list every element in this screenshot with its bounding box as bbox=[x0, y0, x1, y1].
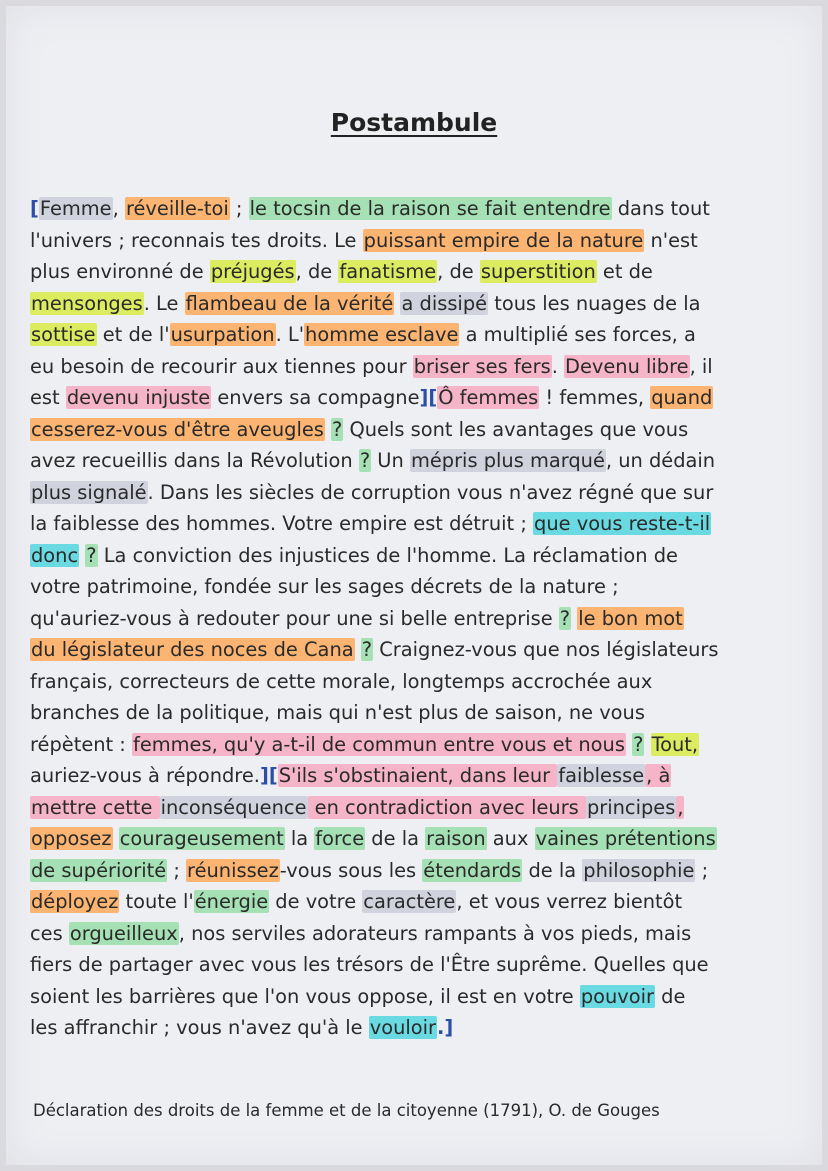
text-line bbox=[30, 855, 806, 887]
highlighted-text: quand bbox=[651, 386, 713, 409]
text-segment: plus environné de bbox=[30, 260, 210, 283]
text-line bbox=[30, 823, 806, 855]
highlighted-text: plus signalé bbox=[31, 480, 147, 504]
text-segment bbox=[113, 827, 119, 850]
text-line bbox=[30, 571, 806, 603]
highlighted-text: a dissipé bbox=[401, 291, 488, 315]
highlighted-text: femmes, qu'y a-t-il de commun entre vous et nous bbox=[133, 732, 625, 756]
text-segment: et de l' bbox=[96, 323, 170, 346]
highlighted-text: sottise bbox=[31, 323, 96, 346]
highlighted-text: orgueilleux bbox=[69, 921, 178, 945]
text-segment: auriez-vous à répondre. bbox=[30, 764, 260, 787]
text-line bbox=[30, 477, 806, 509]
highlighted-text: , à bbox=[646, 764, 671, 787]
highlighted-text: le bon mot bbox=[578, 606, 683, 630]
text-segment: eu besoin de recourir aux tiennes pour bbox=[30, 354, 413, 378]
text-line bbox=[30, 382, 806, 414]
highlighted-text: opposez bbox=[31, 827, 112, 850]
text-line bbox=[30, 288, 806, 320]
text-segment: qu'auriez-vous à redouter pour une si belle entreprise bbox=[30, 606, 559, 630]
highlighted-text: puissant empire de la nature bbox=[363, 228, 644, 252]
highlighted-text: Devenu libre bbox=[565, 354, 689, 378]
highlighted-text: homme esclave bbox=[305, 323, 459, 346]
highlighted-text: devenu injuste bbox=[66, 386, 211, 409]
text-line bbox=[30, 729, 806, 761]
source-citation: Déclaration des droits de la femme et de la citoyenne (1791), O. de Gouges bbox=[33, 1101, 660, 1120]
highlighted-text: cesserez-vous d'être aveugles bbox=[31, 417, 324, 441]
highlighted-text: du législateur des noces de Cana bbox=[31, 638, 354, 661]
highlighted-text: donc bbox=[31, 543, 79, 567]
text-segment: ; bbox=[229, 197, 249, 220]
highlighted-text: fanatisme bbox=[339, 260, 437, 283]
text-segment: de la bbox=[522, 858, 583, 882]
highlighted-text: flambeau de la vérité bbox=[185, 291, 394, 315]
text-segment: ! femmes, bbox=[539, 386, 651, 409]
highlighted-text: philosophie bbox=[583, 858, 695, 882]
text-line bbox=[30, 540, 806, 572]
text-line bbox=[30, 351, 806, 383]
text-segment: votre patrimoine, fondée sur les sages décrets de la nature ; bbox=[30, 575, 619, 598]
text-line bbox=[30, 760, 806, 792]
highlighted-text: Tout, bbox=[651, 732, 699, 756]
highlighted-text: , bbox=[677, 795, 684, 819]
highlighted-text: mensonges bbox=[31, 291, 143, 315]
bracket-mark: .] bbox=[437, 1016, 454, 1039]
text-segment: Quels sont les avantages que vous bbox=[343, 417, 689, 441]
highlighted-text: réunissez bbox=[187, 858, 279, 882]
highlighted-text: énergie bbox=[194, 890, 269, 913]
highlighted-text: ? bbox=[359, 449, 371, 472]
text-segment: les affranchir ; vous n'avez qu'à le bbox=[30, 1016, 369, 1039]
text-segment: La conviction des injustices de l'homme. La réclamation de bbox=[97, 543, 678, 567]
text-segment: de la bbox=[365, 827, 426, 850]
text-segment: ces bbox=[30, 921, 69, 945]
text-segment: de votre bbox=[269, 890, 363, 913]
highlighted-text: inconséquence bbox=[160, 795, 307, 819]
text-line bbox=[30, 697, 806, 729]
text-segment: Craignez-vous que nos législateurs bbox=[373, 638, 719, 661]
highlighted-text: caractère bbox=[363, 890, 456, 913]
text-line bbox=[30, 193, 806, 225]
text-line bbox=[30, 666, 806, 698]
highlighted-text: réveille-toi bbox=[125, 197, 229, 220]
highlighted-text: superstition bbox=[480, 260, 596, 283]
text-segment: ; bbox=[167, 858, 187, 882]
text-segment: la faiblesse des hommes. Votre empire est détruit ; bbox=[30, 512, 534, 535]
text-line bbox=[30, 508, 806, 540]
highlighted-text: déployez bbox=[31, 890, 119, 913]
text-segment: avez recueillis dans la Révolution bbox=[30, 449, 359, 472]
highlighted-text: usurpation bbox=[170, 323, 275, 346]
text-segment: , de bbox=[437, 260, 480, 283]
text-segment: , de bbox=[295, 260, 339, 283]
text-segment: , bbox=[112, 197, 125, 220]
highlighted-text: préjugés bbox=[210, 260, 295, 283]
highlighted-text: ? bbox=[559, 606, 571, 630]
highlighted-text: le tocsin de la raison se fait entendre bbox=[249, 197, 611, 220]
text-line bbox=[30, 1012, 806, 1044]
text-line bbox=[30, 256, 806, 288]
text-segment: toute l' bbox=[119, 890, 194, 913]
bracket-mark: ][ bbox=[259, 764, 278, 787]
highlighted-text: vaines prétentions bbox=[535, 827, 716, 850]
text-segment: . Le bbox=[143, 291, 185, 315]
text-segment bbox=[644, 733, 650, 756]
highlighted-text: ? bbox=[86, 543, 97, 567]
text-segment bbox=[355, 638, 361, 661]
text-segment: , et vous verrez bientôt bbox=[456, 890, 683, 913]
text-line bbox=[30, 414, 806, 446]
document-title: Postambule bbox=[330, 108, 498, 137]
text-line bbox=[30, 981, 806, 1013]
text-segment: français, correcteurs de cette morale, longtemps accrochée aux bbox=[30, 669, 653, 693]
highlighted-text: principes bbox=[586, 795, 676, 819]
highlighted-text: mettre cette bbox=[31, 795, 159, 819]
text-segment: . L' bbox=[275, 323, 305, 346]
text-line bbox=[30, 918, 806, 950]
text-line bbox=[30, 886, 806, 918]
text-segment: la bbox=[284, 827, 315, 850]
highlighted-text: ? bbox=[332, 417, 343, 441]
text-segment: . Dans les siècles de corruption vous n'avez régné que sur bbox=[147, 480, 714, 504]
text-line bbox=[30, 634, 806, 666]
text-segment: Un bbox=[371, 449, 410, 472]
highlighted-text: pouvoir bbox=[580, 984, 654, 1008]
highlighted-text: Ô femmes bbox=[438, 386, 539, 409]
highlighted-text: ? bbox=[633, 732, 644, 756]
text-segment: n'est bbox=[644, 228, 698, 252]
text-segment: tous les nuages de la bbox=[488, 291, 701, 315]
highlighted-text: faiblesse bbox=[558, 764, 645, 787]
text-segment: dans tout bbox=[611, 197, 710, 220]
bracket-mark: [ bbox=[30, 197, 39, 220]
text-segment: branches de la politique, mais qui n'est plus de saison, ne vous bbox=[30, 701, 645, 724]
text-segment: soient les barrières que l'on vous oppose, il est en votre bbox=[30, 984, 580, 1008]
text-line bbox=[30, 445, 806, 477]
highlighted-text: que vous reste-t-il bbox=[534, 512, 711, 535]
text-line bbox=[30, 225, 806, 257]
text-segment: fiers de partager avec vous les trésors de l'Être suprême. Quelles que bbox=[30, 953, 709, 976]
text-segment: -vous sous les bbox=[279, 858, 423, 882]
text-segment: est bbox=[30, 386, 66, 409]
highlighted-text: ? bbox=[361, 638, 373, 661]
postambule-text bbox=[30, 193, 806, 1044]
highlighted-text: briser ses fers bbox=[413, 354, 551, 378]
document-page bbox=[6, 6, 822, 1165]
text-segment: , il bbox=[689, 354, 713, 378]
text-segment: envers sa compagne bbox=[211, 386, 420, 409]
bracket-mark: ][ bbox=[419, 386, 438, 409]
text-segment: et de bbox=[596, 260, 653, 283]
highlighted-text: mépris plus marqué bbox=[410, 449, 605, 472]
highlighted-text: Femme bbox=[39, 197, 112, 220]
text-segment: , nos serviles adorateurs rampants à vos pieds, mais bbox=[178, 921, 692, 945]
highlighted-text: vouloir bbox=[369, 1016, 436, 1039]
highlighted-text: étendards bbox=[423, 858, 522, 882]
text-line bbox=[30, 949, 806, 981]
text-segment: répètent : bbox=[30, 732, 132, 756]
highlighted-text: courageusement bbox=[119, 827, 284, 850]
highlighted-text: de supériorité bbox=[31, 858, 167, 882]
text-segment: , un dédain bbox=[605, 449, 716, 472]
text-segment: aux bbox=[486, 827, 535, 850]
text-segment: l'univers ; reconnais tes droits. Le bbox=[30, 228, 363, 252]
highlighted-text: en contradiction avec leurs bbox=[308, 795, 585, 819]
highlighted-text: raison bbox=[426, 827, 486, 850]
text-segment: ; bbox=[695, 858, 709, 882]
text-segment: de bbox=[654, 984, 686, 1008]
text-segment: a multiplié ses forces, a bbox=[459, 323, 696, 346]
highlighted-text: S'ils s'obstinaient, dans leur bbox=[278, 764, 557, 787]
text-line bbox=[30, 603, 806, 635]
highlighted-text: force bbox=[315, 827, 365, 850]
text-segment: . bbox=[551, 354, 565, 378]
text-line bbox=[30, 792, 806, 824]
text-line bbox=[30, 319, 806, 351]
